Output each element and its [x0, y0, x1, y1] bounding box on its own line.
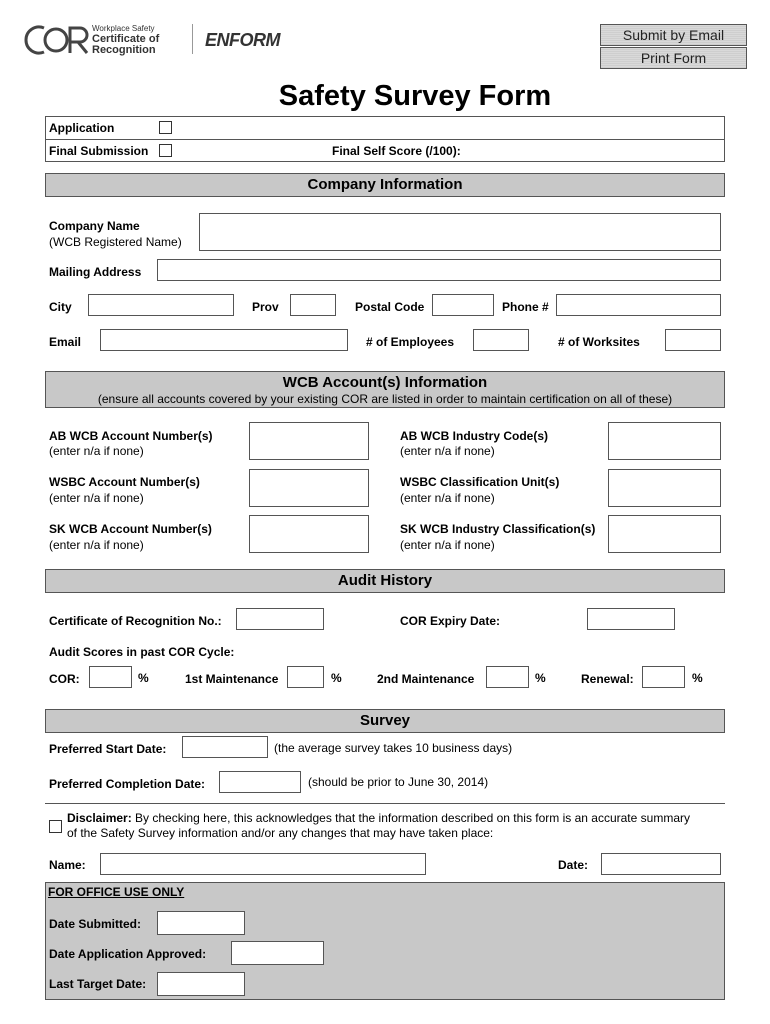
maint2-label: 2nd Maintenance: [377, 672, 475, 686]
cor-score-label: COR:: [49, 672, 80, 686]
mailing-address-input[interactable]: [157, 259, 721, 281]
postal-code-input[interactable]: [432, 294, 494, 316]
company-name-input[interactable]: [199, 213, 721, 251]
cor-logo: [22, 22, 92, 58]
email-label: Email: [49, 335, 82, 349]
audit-scores-label: Audit Scores in past COR Cycle:: [49, 645, 235, 659]
office-use-panel: [45, 882, 725, 1000]
enform-logo: ENFORM: [205, 30, 280, 50]
employees-label: # of Employees: [366, 335, 455, 349]
wcb-accounts-heading-band: [45, 371, 725, 408]
disclaimer-divider: [45, 803, 725, 804]
preferred-start-note: (the average survey takes 10 business days): [274, 741, 513, 755]
final-submission-checkbox[interactable]: [159, 144, 172, 157]
name-label: Name:: [49, 858, 86, 872]
page-title: Safety Survey Form: [278, 80, 552, 112]
preferred-completion-label: Preferred Completion Date:: [49, 777, 206, 791]
ab-wcb-industry-input[interactable]: [608, 422, 721, 460]
cor-score-percent: %: [138, 671, 149, 685]
survey-heading: Survey: [45, 709, 725, 733]
cor-logo-icon: [22, 22, 92, 58]
ab-wcb-account-hint: (enter n/a if none): [49, 444, 144, 458]
application-checkbox[interactable]: [159, 121, 172, 134]
date-submitted-input[interactable]: [157, 911, 245, 935]
cert-no-label: Certificate of Recognition No.:: [49, 614, 222, 628]
wsbc-account-label: WSBC Account Number(s): [49, 475, 200, 489]
ab-wcb-industry-hint: (enter n/a if none): [400, 444, 495, 458]
prov-input[interactable]: [290, 294, 336, 316]
disclaimer-text: [67, 811, 727, 841]
submission-box-divider: [45, 139, 725, 140]
sk-wcb-industry-hint: (enter n/a if none): [400, 538, 495, 552]
company-name-label: Company Name: [49, 219, 140, 233]
phone-label: Phone #: [502, 300, 549, 314]
wsbc-class-hint: (enter n/a if none): [400, 491, 495, 505]
city-input[interactable]: [88, 294, 234, 316]
cor-expiry-input[interactable]: [587, 608, 675, 630]
cor-score-input[interactable]: [89, 666, 132, 688]
preferred-completion-note: (should be prior to June 30, 2014): [308, 775, 489, 789]
preferred-start-input[interactable]: [182, 736, 268, 758]
disclaimer-line1: By checking here, this acknowledges that the information described on this form is an accurate summary: [135, 811, 690, 825]
date-approved-input[interactable]: [231, 941, 324, 965]
sk-wcb-industry-input[interactable]: [608, 515, 721, 553]
employees-input[interactable]: [473, 329, 529, 351]
wsbc-account-hint: (enter n/a if none): [49, 491, 144, 505]
wsbc-class-input[interactable]: [608, 469, 721, 507]
final-submission-label: Final Submission: [49, 144, 149, 158]
maint1-percent: %: [331, 671, 342, 685]
cert-no-input[interactable]: [236, 608, 324, 630]
name-input[interactable]: [100, 853, 426, 875]
maint1-input[interactable]: [287, 666, 324, 688]
date-input[interactable]: [601, 853, 721, 875]
sk-wcb-account-input[interactable]: [249, 515, 369, 553]
company-information-heading: Company Information: [45, 173, 725, 197]
maint1-label: 1st Maintenance: [185, 672, 279, 686]
renewal-percent: %: [692, 671, 703, 685]
print-form-button[interactable]: Print Form: [600, 47, 747, 69]
date-approved-label: Date Application Approved:: [49, 947, 207, 961]
maint2-percent: %: [535, 671, 546, 685]
disclaimer-checkbox[interactable]: [49, 820, 62, 833]
office-use-heading: FOR OFFICE USE ONLY: [48, 885, 185, 899]
email-input[interactable]: [100, 329, 348, 351]
disclaimer-bold: Disclaimer:: [67, 811, 132, 825]
audit-history-heading: Audit History: [45, 569, 725, 593]
last-target-input[interactable]: [157, 972, 245, 996]
wordmark-line2: Certificate of: [92, 33, 160, 45]
cor-expiry-label: COR Expiry Date:: [400, 614, 501, 628]
city-label: City: [49, 300, 72, 314]
worksites-input[interactable]: [665, 329, 721, 351]
wsbc-class-label: WSBC Classification Unit(s): [400, 475, 560, 489]
application-label: Application: [49, 121, 115, 135]
disclaimer-line2: of the Safety Survey information and/or any changes that may have taken place:: [67, 826, 494, 840]
submit-by-email-button[interactable]: Submit by Email: [600, 24, 747, 46]
preferred-start-label: Preferred Start Date:: [49, 742, 167, 756]
logo-divider: [192, 24, 193, 54]
cor-wordmark: [92, 23, 159, 56]
maint2-input[interactable]: [486, 666, 529, 688]
sk-wcb-industry-label: SK WCB Industry Classification(s): [400, 522, 596, 536]
last-target-label: Last Target Date:: [49, 977, 147, 991]
company-name-sublabel: (WCB Registered Name): [49, 235, 182, 249]
phone-input[interactable]: [556, 294, 721, 316]
sk-wcb-account-hint: (enter n/a if none): [49, 538, 144, 552]
wcb-accounts-subheading: (ensure all accounts covered by your existing COR are listed in order to maintain certification on all of these): [97, 392, 673, 406]
worksites-label: # of Worksites: [558, 335, 640, 349]
wordmark-line3: Recognition: [92, 44, 156, 56]
renewal-label: Renewal:: [581, 672, 634, 686]
preferred-completion-input[interactable]: [219, 771, 301, 793]
ab-wcb-industry-label: AB WCB Industry Code(s): [400, 429, 548, 443]
ab-wcb-account-input[interactable]: [249, 422, 369, 460]
date-submitted-label: Date Submitted:: [49, 917, 142, 931]
prov-label: Prov: [252, 300, 279, 314]
mailing-address-label: Mailing Address: [49, 265, 142, 279]
sk-wcb-account-label: SK WCB Account Number(s): [49, 522, 212, 536]
final-self-score-label: Final Self Score (/100):: [332, 144, 461, 158]
postal-code-label: Postal Code: [355, 300, 425, 314]
wordmark-line1: Workplace Safety: [92, 24, 155, 33]
ab-wcb-account-label: AB WCB Account Number(s): [49, 429, 213, 443]
date-label: Date:: [558, 858, 589, 872]
wsbc-account-input[interactable]: [249, 469, 369, 507]
renewal-input[interactable]: [642, 666, 685, 688]
wcb-accounts-heading: WCB Account(s) Information: [282, 374, 488, 391]
